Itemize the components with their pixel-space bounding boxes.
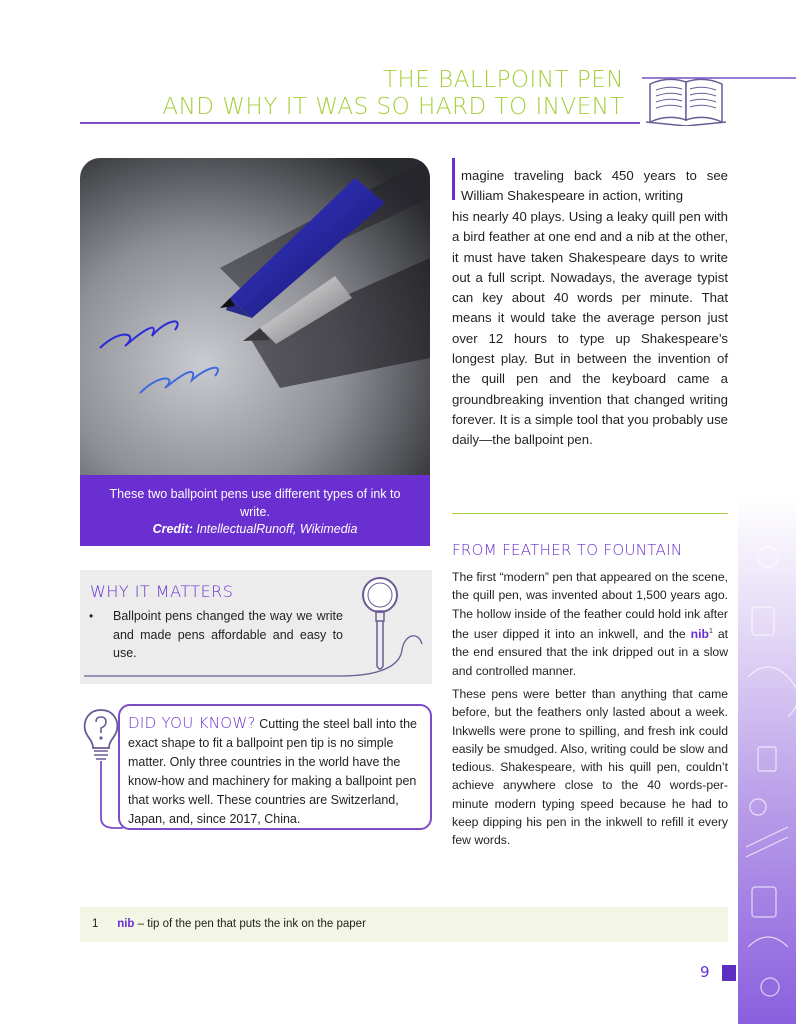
chapter-title-line1: THE BALLPOINT PEN [382, 67, 624, 93]
drop-cap-bar [452, 158, 455, 200]
section-title: FROM FEATHER TO FOUNTAIN [452, 541, 683, 559]
why-it-matters-box [80, 570, 432, 684]
why-it-matters-text: Ballpoint pens changed the way we write and made pens affordable and easy to use. [113, 609, 343, 660]
footnote-term: nib [117, 918, 135, 930]
did-you-know-content [128, 714, 428, 829]
p1-text-after: at the end ensured that the ink dripped out in a slow and controlled manner. [452, 626, 729, 678]
decorative-side-strip [738, 497, 796, 1024]
intro-first-line: magine traveling back 450 years to see William Shakespeare in action, writing [461, 168, 728, 204]
did-you-know-title: DID YOU KNOW? [128, 714, 256, 732]
section-paragraph-1 [452, 568, 728, 680]
section-paragraph-2: These pens were better than anything that came before, but the feathers only lasted about a week. Inkwells were prone to spilling, and fresh ink could easily be smudged. Also, writing could be slow and tedious. Shakespeare, with his quill pen, couldn’t achieve anywhere close to the 40 words-per-minute modern typing speed because he had to keep dipping his pen in the inkwell to refill it every few words. [452, 687, 728, 848]
footnote-number: 1 [92, 918, 99, 930]
p1-text-before: The first “modern” pen that appeared on the scene, the quill pen, was invented about 1,500 years ago. The hollow inside of the feather could hold ink after the user dipped it into an inkwell, and the [452, 570, 728, 641]
why-it-matters-title: WHY IT MATTERS [90, 582, 234, 601]
lightbulb-icon [79, 706, 123, 831]
photo-credit [98, 521, 412, 539]
magnifier-icon [80, 570, 432, 684]
title-underline [80, 122, 640, 124]
footnote-ref[interactable]: 1 [708, 627, 713, 635]
page-marker [722, 965, 736, 981]
open-book-icon [642, 68, 796, 126]
footnote [80, 907, 728, 942]
ballpoint-pens-photo [80, 158, 430, 475]
credit-label: Credit: [152, 522, 193, 536]
footnote-definition: – tip of the pen that puts the ink on the paper [137, 918, 366, 930]
section-divider [452, 513, 728, 514]
photo-caption [80, 475, 430, 546]
credit-source: IntellectualRunoff, Wikimedia [196, 522, 358, 536]
caption-text: These two ballpoint pens use different types of ink to write. [109, 487, 401, 519]
did-you-know-text: Cutting the steel ball into the exact shape to fit a ballpoint pen tip is no simple matter. Only three countries in the world have the know-how and machinery for making a ballpoint pen that works well. These countries are Switzerland, Japan, and, since 2017, China. [128, 717, 417, 826]
bullet: • [89, 609, 94, 623]
page-number: 9 [700, 963, 710, 981]
glossary-term-nib[interactable]: nib [690, 626, 709, 641]
chapter-title-line2: AND WHY IT WAS SO HARD TO INVENT [162, 94, 624, 120]
intro-paragraph: his nearly 40 plays. Using a leaky quill pen with a bird feather at one end and a nib at the other, it must have taken Shakespeare days to write out a full script. Nowadays, the average typist can key about 40 words per minute. That means it would take the average person just over 12 hours to type up Shakespeare’s longest play. But in between the invention of the quill pen and the keyboard came a groundbreaking invention that changed writing forever. It is a simple tool that you probably use daily—the ballpoint pen. [452, 209, 728, 448]
